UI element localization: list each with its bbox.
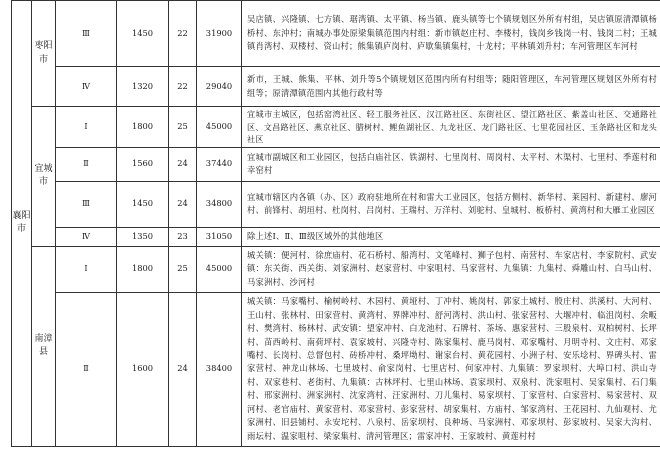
grade-cell: Ⅱ (56, 147, 117, 181)
coef-cell: 24 (169, 292, 197, 446)
prefecture-cell: 襄阳市 (12, 1, 32, 447)
land-price-table (11, 0, 660, 447)
value-cell: 45000 (197, 107, 242, 148)
area-cell: 宜城市主城区，包括窑湾社区、轻工服务社区、汉江路社区、东街社区、望江路社区、紫盖山社区、交通路社区、文昌路社区、燕京社区、腊树村、鲤鱼湖社区、九龙社区、龙门路社区、七里花园社区、玉条路社区和龙头社区 (242, 107, 660, 148)
coef-cell: 22 (169, 1, 197, 67)
table-row (12, 1, 660, 67)
table-row (12, 107, 660, 148)
grade-cell: Ⅲ (56, 181, 117, 227)
price-cell: 1600 (117, 292, 169, 446)
grade-cell: Ⅰ (56, 107, 117, 148)
price-cell: 1800 (117, 246, 169, 292)
area-cell: 新市，王城、熊集、平林、刘升等5个镇规划区范围内所有村组等；随阳管理区，车河管理区规划区外所有村组等；原清潭镇范围内其他行政村等 (242, 67, 660, 107)
value-cell: 31900 (197, 1, 242, 67)
price-cell: 1800 (117, 107, 169, 148)
coef-cell: 25 (169, 246, 197, 292)
value-cell: 37440 (197, 147, 242, 181)
grade-cell: Ⅰ (56, 246, 117, 292)
area-cell: 城关镇：便河村、徐庶庙村、花石桥村、船湾村、文笔峰村、狮子包村、南营村、车家店村、李家院村、武安镇：东关街、西关街、刘家洲村、赵家营村、中家咀村、马家营村、九集镇：九集村、舜雕山村、白马山村、马家洲村、沙河村 (242, 246, 660, 292)
price-cell: 1450 (117, 1, 169, 67)
coef-cell: 24 (169, 147, 197, 181)
county-cell-zaoyang: 枣阳市 (32, 1, 56, 107)
coef-cell: 24 (169, 181, 197, 227)
table-row (12, 147, 660, 181)
table-row (12, 292, 660, 446)
price-cell: 1450 (117, 181, 169, 227)
coef-cell: 25 (169, 107, 197, 148)
area-cell: 宜城市辖区内各镇（办、区）政府驻地所在村和雷大工业园区，包括方侧村、新华村、莱园村、新建村、廖河村、前锋村、胡垣村、杜岗村、吕岗村、王瑞村、万洋村、刘驼村、皇城村、板桥村、黄湾村和大雁工业园区 (242, 181, 660, 227)
table-row (12, 246, 660, 292)
table-row (12, 181, 660, 227)
grade-cell: Ⅱ (56, 292, 117, 446)
price-cell: 1560 (117, 147, 169, 181)
coef-cell: 23 (169, 227, 197, 246)
area-cell: 除上述Ⅰ、Ⅱ、Ⅲ级区域外的其他地区 (242, 227, 660, 246)
value-cell: 45000 (197, 246, 242, 292)
land-price-table-wrapper (11, 0, 660, 450)
area-cell: 宜城市副城区和工业园区，包括白庙社区、铁湖村、七里岗村、周岗村、太平村、木渠村、七里村、季莲村和幸窑村 (242, 147, 660, 181)
grade-cell: Ⅳ (56, 227, 117, 246)
value-cell: 29040 (197, 67, 242, 107)
grade-cell: Ⅲ (56, 1, 117, 67)
table-row (12, 67, 660, 107)
price-cell: 1350 (117, 227, 169, 246)
area-cell: 吴店镇、兴隆镇、七方镇、琚湾镇、太平镇、杨当镇、鹿头镇等七个镇规划区外所有村组，吴店镇原清潭镇杨桥村、东沖村；南城办事处原梁集镇范围内村组：新市镇赵庄村、李楼村，钱岗乡钱岗一村、钱岗二村；王城镇肖湾村、双楼村、资山村；熊集镇庐岗村、庐歇集镇集村，十龙村；平林镇刘升村；车河管理区车河村 (242, 1, 660, 67)
value-cell: 38400 (197, 292, 242, 446)
county-cell-nanzhang: 南漳县 (32, 246, 56, 446)
grade-cell: Ⅳ (56, 67, 117, 107)
value-cell: 31050 (197, 227, 242, 246)
value-cell: 34800 (197, 181, 242, 227)
table-row (12, 227, 660, 246)
coef-cell: 22 (169, 67, 197, 107)
county-cell-yicheng: 宜城市 (32, 107, 56, 247)
price-cell: 1320 (117, 67, 169, 107)
area-cell: 城关镇：马家嘴村、榆树岭村、木园村、黄垭村、丁冲村、姚岗村、郭家土城村、殷庄村、洪溪村、大河村、王山村、张林村、田家营村、黄湾村、界牌冲村、舒河湾村、洪山村、张家营村、大堰冲村、临沮岗村、余畈村、樊湾村、杨林村、武安镇：望家冲村、白龙池村、石牌村、茶场、惠家营村、三股泉村、双柏树村、长坪村、苗西岭村、南荷坪村、袁家坡村、兴隆寺村、陈家集村、鹿马岗村、邓家嘴村、月明寺村、文庄村、邓家嘴村、长岗村、总督包村、砖桥冲村、桑坪坳村、谢家台村、黄花园村、小洲子村、安乐埝村、界碑头村、雷家营村、神龙山林场、七里坡村、俞家岗村、七里店村、何家冲村、九集镇：罗家坝村、大埠口村、洪山寺村、双家巷村、老街村、九集镇：古林坪村、七里山林场、袁家坝村、双泉村、洗家咀村、吴家集村、石门集村、邢家洲村、洲家洲村、沈家湾村、汪家洲村、刀儿集村、易家坝村、丁家营村、白家营村、易家营村、双河村、老官庙村、黄家营村、邓家营村、彭家营村、胡家集村、方庙村、邹家湾村、王花园村、九仙观村、尤家洲村、旧县铺村、永安坨村、八泉村、岳家坝村、良种场、马家洲村、邓家坝村、彭家坡村、吴家大沟村、雨坛村、温家咀村、梁家集村、清河管理区；雷家冲村、王家坡村、黄莲村村 (242, 292, 660, 446)
